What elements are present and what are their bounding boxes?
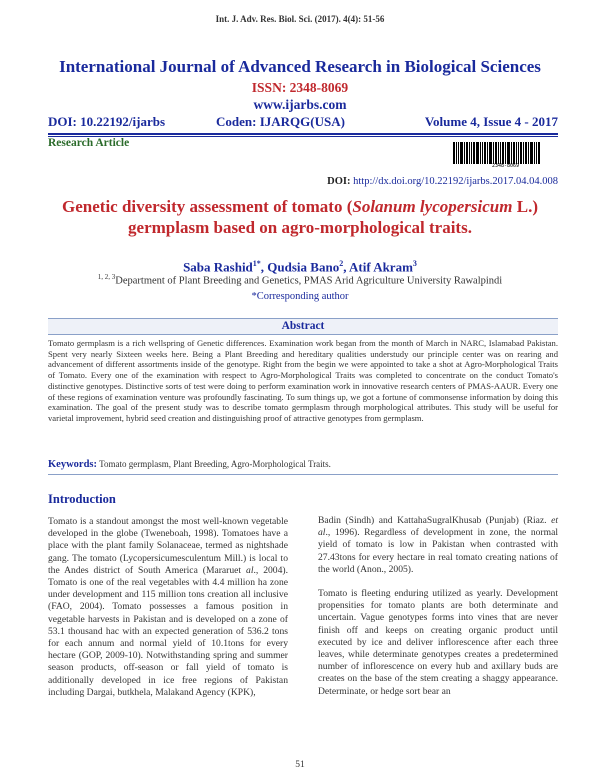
affiliation: $^{1, 2, 3}$Department of Plant Breeding and Genetics, PMAS Arid Agriculture University Rawalpindi <box>97 273 503 287</box>
doi-label: DOI: <box>327 176 351 187</box>
issn: ISSN: 2348-8069 <box>251 80 349 95</box>
barcode-number: 2348-8069 <box>491 163 520 169</box>
keywords-label: Keywords: <box>48 459 97 470</box>
author-list: Saba Rashid$^{1*}$, Qudsia Bano$^2$, Atif Akram$^3$ <box>183 259 417 275</box>
article-doi <box>300 176 558 187</box>
journal-title: International Journal of Advanced Research in Biological Sciences <box>59 57 541 76</box>
section-heading-introduction: Introduction <box>48 492 116 506</box>
coden: Coden: IJARQG(USA) <box>216 114 345 129</box>
page-number: 51 <box>295 760 305 770</box>
corresponding-author: *Corresponding author <box>251 291 349 302</box>
abstract-text: Tomato germplasm is a rich wellspring of Genetic differences. Examination work began from the month of March in NARC, Islamabad Pakistan. Spent very nearly Sixteen weeks here. Being a Plant Breeding and hereditary qualities understudy our principle center was on rearing and advancement of different assortments inside of the genotype. Right from the begin we were appointed to take a shot at Agro-Morphological Traits of Tomato. Every one of the examination with respect to Agro-Morphological Traits was completed to concentrate on the conduct Tomato's distinctive genotypes. Distinctive sorts of test were doing to perform examination work in innovative research centers of PMAS-AAUR. Every one of these regions of examination venture was profoundly fascinating. To sum things up, we got a fortune of commonsense information by doing this examination. The goal of the present study was to describe tomato germplasm through morphological attributes. This study will be useful for varietal improvement, hybrid seed creation and distinguishing proof of attractive genotypes from germplasm. <box>48 338 558 423</box>
keywords <box>48 459 558 470</box>
abstract-heading: Abstract <box>48 318 558 335</box>
article-title: Genetic diversity assessment of tomato (Solanum lycopersicum L.) germplasm based on agro-morphological traits. <box>62 197 538 237</box>
author-name: Saba Rashid <box>183 259 253 275</box>
running-head: Int. J. Adv. Res. Biol. Sci. (2017). 4(4): 51-56 <box>215 14 385 24</box>
intro-paragraph: Badin (Sindh) and KattahaSugralKhusab (Punjab) (Riaz. et al., 1996). Regardless of development in zone, the normal yield of tomato is low in Pakistan when contrasted with 27.43tons for every hectare in real tomato creating nations of the world (Anon., 2005). <box>318 515 558 575</box>
journal-doi[interactable]: DOI: 10.22192/ijarbs <box>48 114 165 129</box>
volume-issue: Volume 4, Issue 4 - 2017 <box>424 114 558 129</box>
author-name: Atif Akram <box>349 259 413 275</box>
article-type: Research Article <box>48 137 130 149</box>
doi-link[interactable]: http://dx.doi.org/10.22192/ijarbs.2017.04.04.008 <box>353 176 558 187</box>
keywords-divider <box>48 474 558 475</box>
header-divider <box>48 133 558 135</box>
intro-column-left: Tomato is a standout amongst the most well-known vegetable developed in the globe (Tweneboah, 1998). Tomatoes have a place with the plant family Solanaceae, termed as nightshade gang. The tomato (Lycopersicumesculentum Mill.) is local to the Andes district of South America (Mararuet al., 2004). Tomato is one of the real vegetables with 4.4 million ha zone under development and 115 million tons creation all inclusive (FAO, 2004). Tomato possesses a famous position in vegetable harvests in Pakistan and is developed on a zone of 53.1 thousand hac with an expected generation of 536.2 tons for each annum and normal yield of 10.1tons for every hectare (GOP, 2009-10). Notwithstanding spring and summer season products, off-season or fall yield of tomato is additionally developed in ice free regions of Pakistan including Dargai, butkhela, Malakand Agency (KPK), <box>48 516 288 698</box>
title-species: Solanum lycopersicum <box>352 197 513 216</box>
journal-info-row <box>48 114 558 132</box>
barcode-image <box>453 142 558 164</box>
intro-column-right <box>318 515 558 710</box>
intro-paragraph: Tomato is fleeting enduring utilized as yearly. Development propensities for tomato plants are both determinate and uncertain. Vague genotypes forms into vines that are never finish off and keeps on creating organic product until executed by ice and deliver inflorescence after each three leaves, while determinate genotypes creates a predetermined number of inflorescence on every hub and axillary buds are creates on the base of the stem creating a shaggy appearance. Determinate, or hedge sort bear an <box>318 588 558 697</box>
author-name: Qudsia Bano <box>267 259 340 275</box>
keywords-text: Tomato germplasm, Plant Breeding, Agro-Morphological Traits. <box>97 459 331 469</box>
journal-website[interactable]: www.ijarbs.com <box>253 97 347 112</box>
